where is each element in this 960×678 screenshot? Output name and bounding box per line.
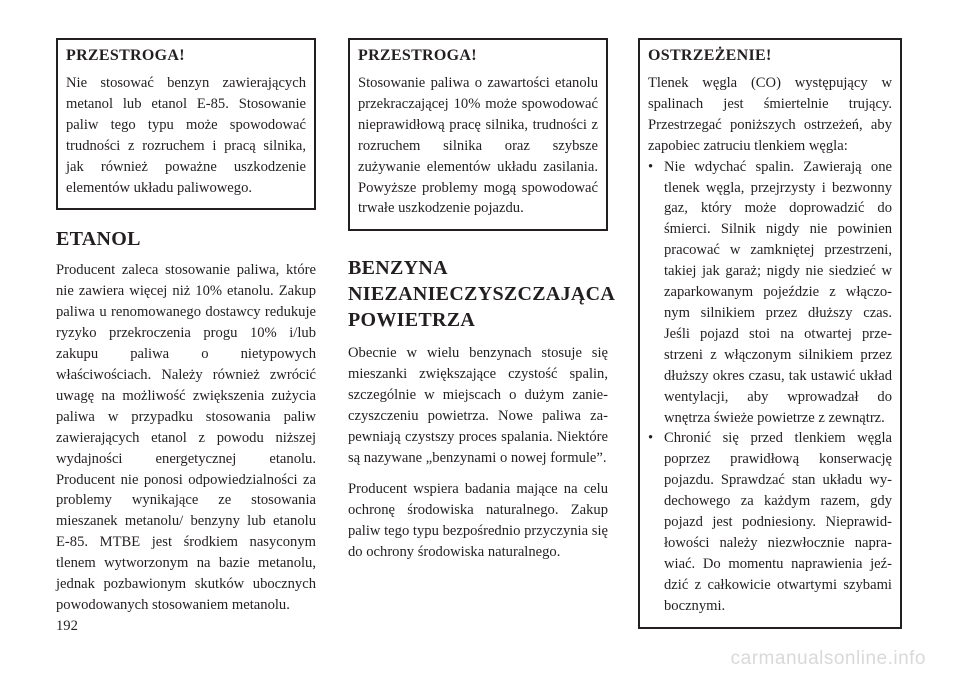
- column-1: [56, 38, 316, 616]
- page-number: 192: [56, 618, 78, 634]
- list-item: [648, 428, 892, 616]
- section-heading-clean-air-gasoline: BENZYNA NIEZANIECZYSZCZAJĄCA POWIETRZA: [348, 257, 615, 332]
- caution-text: Nie stosować benzyn zawierających metanol lub etanol E-85. Stosowanie paliw tego typu może spowodować trudności z rozruchem i pracą silnika, jak również poważne uszkodzenie elementów układu paliwowego.: [66, 75, 306, 196]
- warning-box-carbon-monoxide: [638, 38, 902, 629]
- gasoline-paragraph-1: Obecnie w wielu benzynach stosuje się mieszanki zwiększające czystość spalin, szczególnie w miejscach o dużym zanieczyszczeniu powietrza. Nowe paliwa zapewniają czystszy proces spalania. Niektóre są nazywane „benzynami o nowej formule”.: [348, 345, 608, 466]
- watermark: carmanualsonline.info: [730, 648, 926, 669]
- gasoline-paragraph-2: Producent wspiera badania mające na celu ochronę środowiska naturalnego. Zakup paliw tego typu bezpośrednio przyczynia się do ochrony środowiska naturalnego.: [348, 480, 608, 560]
- bullet-text: • Nie wdychać spalin. Zawierają one tlenek węgla, przejrzysty i bezwonny gaz, który może doprowadzić do śmierci. Silnik nigdy nie powinien pracować w zamkniętej przestrzeni, takiej jak garaż; nigdy nie siedzieć w zaparkowanym pojeździe z włączonym silnikiem przez dłuższy czas. Jeśli pojazd stoi na otwartej przestrzeni z włączonym silnikiem przez dłuższy okres czasu, tak ustawić układ wentylacji, aby wprowadzał do wnętrza świeże powietrze z zewnątrz.: [664, 158, 892, 426]
- caution-box-fuel-methanol: [56, 38, 316, 210]
- caution-title: PRZESTROGA!: [358, 47, 477, 64]
- column-2: [348, 38, 615, 562]
- warning-intro: Tlenek węgla (CO) występujący w spalinach jest śmiertelnie trujący. Przestrzegać poniższych ostrzeżeń, aby zapobiec zatruciu tlenkiem węgla:: [648, 75, 892, 154]
- caution-title: PRZESTROGA!: [66, 47, 185, 64]
- section-heading-ethanol: ETANOL: [56, 228, 141, 251]
- caution-text: Stosowanie paliwa o zawartości etanolu przekraczającej 10% może spowodować nieprawidłową pracę silnika, trudności z rozruchem silnika oraz szybsze zużywanie elementów układu zasilania. Powyższe problemy mogą spowodować trwałe uszkodzenie pojazdu.: [358, 75, 598, 217]
- ethanol-paragraph: Producent zaleca stosowanie paliwa, które nie zawiera więcej niż 10% etanolu. Zakup paliwa u renomowanego dostawcy redukuje ryzyko przekroczenia progu 10% i/lub zakupu paliwa o nietypowych właściwościach. Należy również zwrócić uwagę na możliwość zwiększenia zużycia paliwa w przypadku stosowania paliw zawierających etanol z powodu niższej wydajności energetycznej etanolu. Producent nie ponosi odpowiedzialności za problemy wynikające ze stosowania mieszanek metanolu/ benzyny lub etanolu E-85. MTBE jest środkiem nasyconym tlenem wytworzonym na bazie metanolu, jednak pozbawionym skutków ubocznych powodowanych stosowaniem metanolu.: [56, 262, 316, 613]
- column-3: [638, 38, 902, 629]
- bullet-text: • Chronić się przed tlenkiem węgla poprzez prawidłową konserwację pojazdu. Sprawdzać stan układu wydechowego za każdym razem, gdy pojazd jest podniesiony. Nieprawidłowości należy niezwłocznie naprawiać. Do momentu naprawienia jeździć z całkowicie otwartymi szybami bocznymi.: [664, 430, 892, 614]
- warning-bullet-list: [648, 157, 892, 617]
- warning-title: OSTRZEŻENIE!: [648, 47, 772, 64]
- caution-box-ethanol-content: [348, 38, 608, 231]
- list-item: [648, 157, 892, 429]
